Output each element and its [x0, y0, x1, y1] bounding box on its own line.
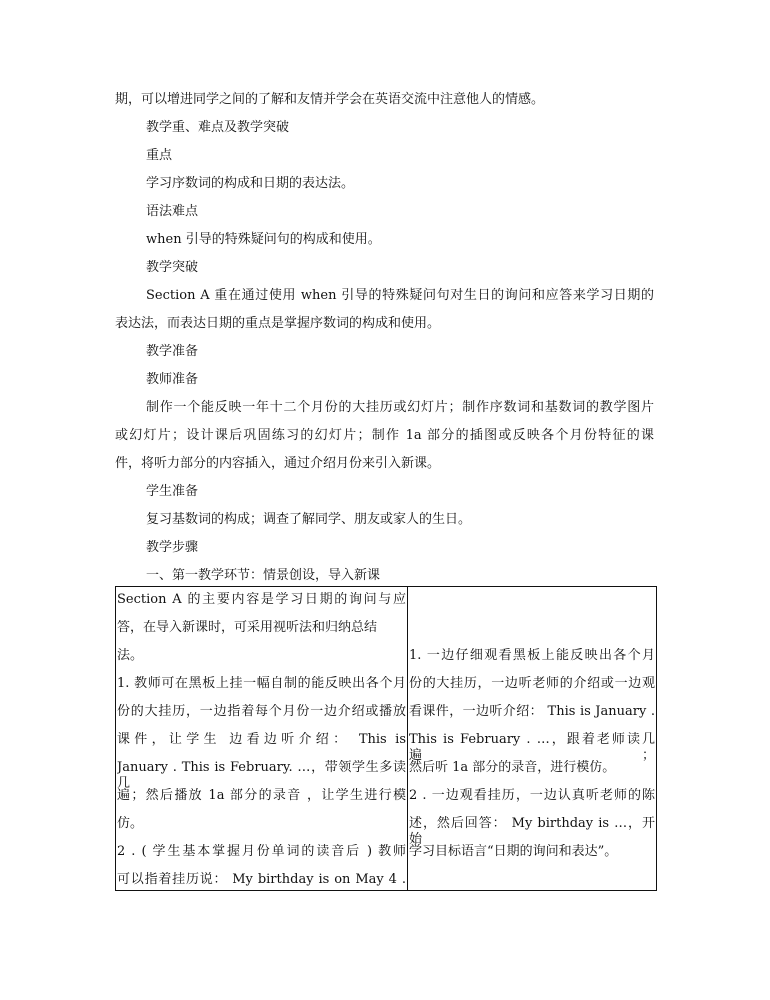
teacher-line: Section A 的主要内容是学习日期的询问与应 — [117, 592, 406, 607]
teacher-activity-cell — [116, 587, 408, 891]
intro-paragraph-end: 期，可以增进同学之间的了解和友情并学会在英语交流中注意他人的情感。 — [115, 92, 545, 107]
student-line: 看课件，一边听介绍： This is January . — [409, 704, 655, 719]
breakthrough-line-2: 表达法，而表达日期的重点是掌握序数词的构成和使用。 — [115, 316, 441, 331]
student-line: This is February . …，跟着老师读几遍； — [409, 732, 655, 763]
heading-student-prep: 学生准备 — [146, 484, 199, 499]
teacher-line: 课件，让学生 边看边听介绍： This is — [117, 732, 406, 747]
teacher-line: January . This is February. …，带领学生多读几 — [117, 760, 406, 791]
heading-key-points: 教学重、难点及教学突破 — [146, 120, 290, 135]
teacher-line: 1. 教师可在黑板上挂一幅自制的能反映出各个月 — [117, 676, 406, 691]
teacher-line: 份的大挂历，一边指着每个月份一边介绍或播放 — [117, 704, 406, 719]
focus-text: 学习序数词的构成和日期的表达法。 — [146, 176, 355, 191]
student-line: 学习目标语言“日期的询问和表达”。 — [409, 844, 618, 859]
teacher-line: 可以指着挂历说： My birthday is on May 4 . — [117, 872, 406, 887]
teacher-line: 2 . ( 学生基本掌握月份单词的读音后 ) 教师 — [117, 844, 406, 859]
teacher-line: 答，在导入新课时，可采用视听法和归纳总结 — [117, 620, 378, 635]
heading-focus: 重点 — [146, 148, 173, 163]
teacher-prep-line-2: 或幻灯片；设计课后巩固练习的幻灯片；制作 1a 部分的插图或反映各个月份特征的课 — [115, 428, 654, 443]
table-row — [116, 587, 657, 891]
grammar-text: when 引导的特殊疑问句的构成和使用。 — [146, 232, 381, 247]
teacher-prep-line-1: 制作一个能反映一年十二个月份的大挂历或幻灯片；制作序数词和基数词的教学图片 — [146, 400, 654, 415]
teacher-line: 仿。 — [117, 816, 144, 831]
heading-preparation: 教学准备 — [146, 344, 199, 359]
student-line: 述，然后回答： My birthday is …，开始 — [409, 816, 655, 847]
student-prep-text: 复习基数词的构成；调查了解同学、朋友或家人的生日。 — [146, 512, 472, 527]
heading-teacher-prep: 教师准备 — [146, 372, 199, 387]
student-line: 然后听 1a 部分的录音，进行模仿。 — [409, 760, 616, 775]
step1-title: 一、第一教学环节：情景创设，导入新课 — [146, 568, 381, 583]
student-activity-cell — [408, 587, 657, 891]
heading-breakthrough: 教学突破 — [146, 260, 199, 275]
teacher-line: 遍；然后播放 1a 部分的录音 ，让学生进行模 — [117, 788, 406, 803]
teaching-steps-table — [115, 586, 657, 891]
student-line: 2 . 一边观看挂历，一边认真听老师的陈 — [409, 788, 655, 803]
breakthrough-line-1: Section A 重在通过使用 when 引导的特殊疑问句对生日的询问和应答来学习日期的 — [146, 288, 654, 303]
student-line: 份的大挂历，一边听老师的介绍或一边观 — [409, 676, 655, 691]
teacher-line: 法。 — [117, 648, 144, 663]
heading-grammar-difficulty: 语法难点 — [146, 204, 199, 219]
student-line: 1. 一边仔细观看黑板上能反映出各个月 — [409, 648, 655, 663]
heading-steps: 教学步骤 — [146, 540, 199, 555]
teacher-prep-line-3: 件，将听力部分的内容插入，通过介绍月份来引入新课。 — [115, 456, 441, 471]
